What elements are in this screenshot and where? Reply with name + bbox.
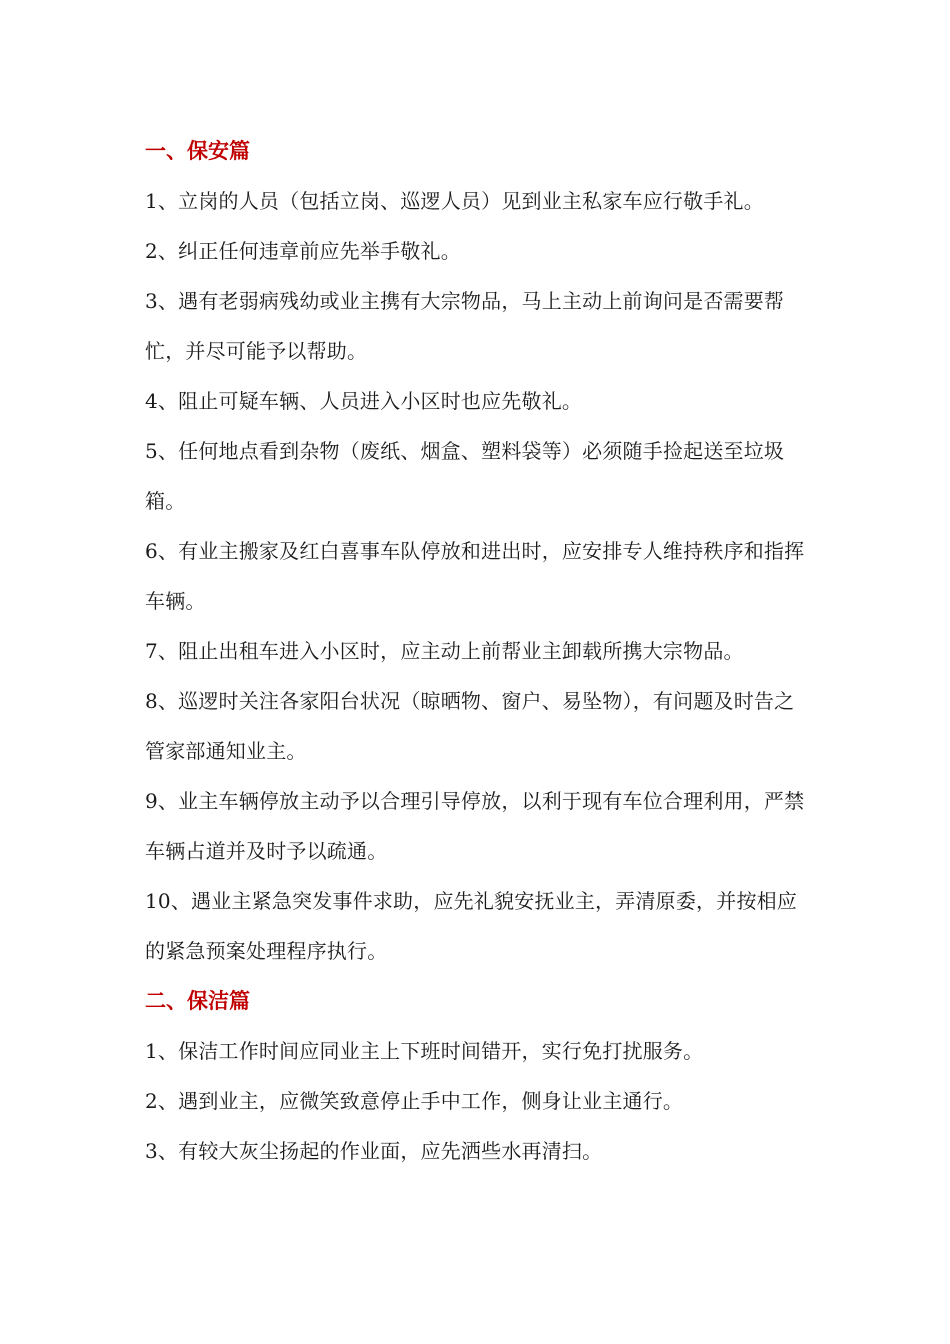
section-cleaning [145, 976, 813, 1176]
cleaning-item-2: 2、遇到业主，应微笑致意停止手中工作，侧身让业主通行。 [145, 1089, 684, 1113]
section-security [145, 126, 813, 976]
cleaning-item-1: 1、保洁工作时间应同业主上下班时间错开，实行免打扰服务。 [145, 1039, 704, 1063]
security-item-10: 10、遇业主紧急突发事件求助，应先礼貌安抚业主，弄清原委，并按相应的紧急预案处理程序执行。 [145, 889, 798, 963]
section-heading-cleaning: 二、保洁篇 [145, 988, 250, 1013]
security-item-7: 7、阻止出租车进入小区时，应主动上前帮业主卸载所携大宗物品。 [145, 639, 744, 663]
security-item-8: 8、巡逻时关注各家阳台状况（晾晒物、窗户、易坠物），有问题及时告之管家部通知业主。 [145, 689, 795, 763]
security-item-6: 6、有业主搬家及红白喜事车队停放和进出时，应安排专人维持秩序和指挥车辆。 [145, 539, 805, 613]
security-item-2: 2、纠正任何违章前应先举手敬礼。 [145, 239, 461, 263]
document-page [145, 126, 813, 1176]
cleaning-item-3: 3、有较大灰尘扬起的作业面，应先洒些水再清扫。 [145, 1139, 603, 1163]
section-heading-security: 一、保安篇 [145, 138, 250, 163]
security-item-5: 5、任何地点看到杂物（废纸、烟盒、塑料袋等）必须随手捡起送至垃圾箱。 [145, 439, 785, 513]
security-item-9: 9、业主车辆停放主动予以合理引导停放，以利于现有车位合理利用，严禁车辆占道并及时予以疏通。 [145, 789, 805, 863]
security-item-3: 3、遇有老弱病残幼或业主携有大宗物品，马上主动上前询问是否需要帮忙，并尽可能予以帮助。 [145, 289, 785, 363]
security-item-1: 1、立岗的人员（包括立岗、巡逻人员）见到业主私家车应行敬手礼。 [145, 189, 764, 213]
security-item-4: 4、阻止可疑车辆、人员进入小区时也应先敬礼。 [145, 389, 583, 413]
